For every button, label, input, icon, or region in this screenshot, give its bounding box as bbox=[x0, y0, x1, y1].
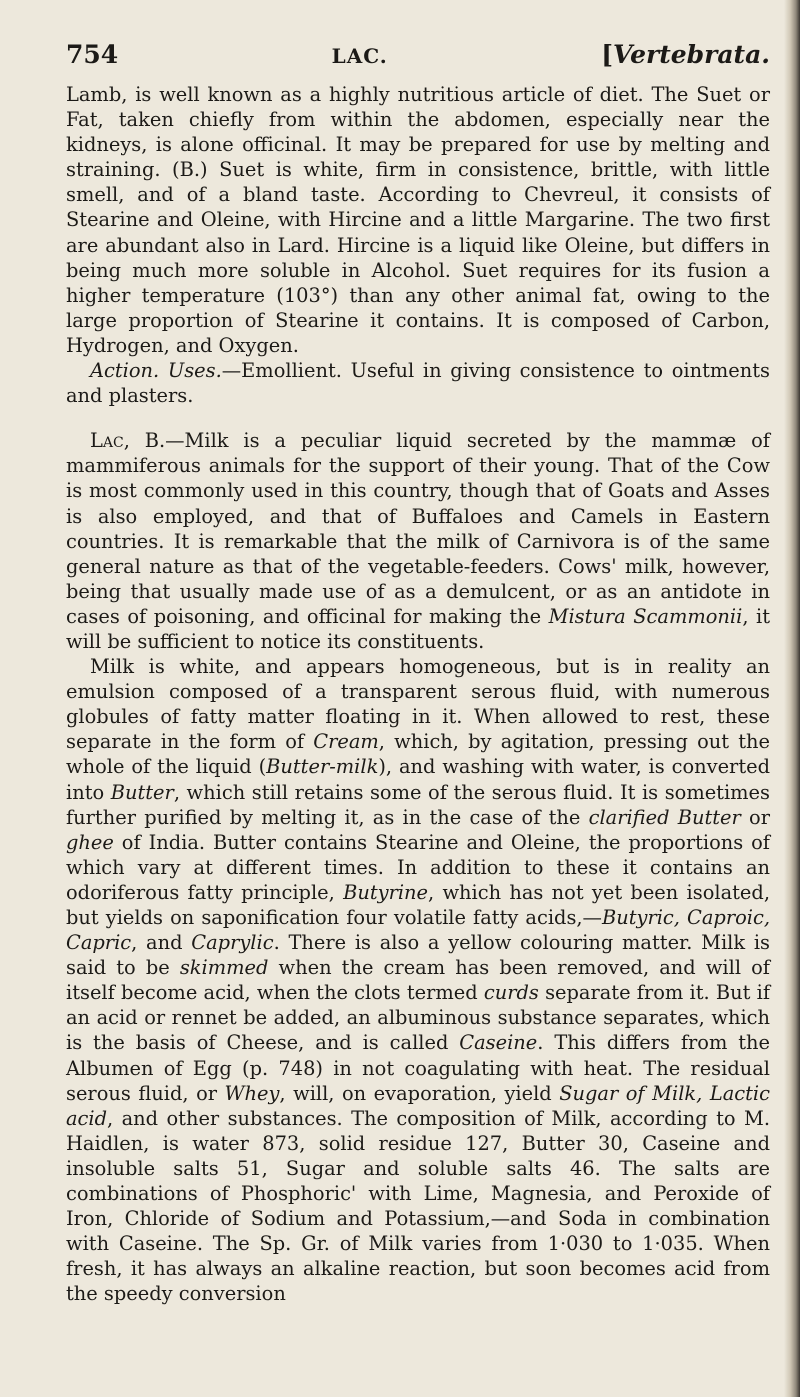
entry-heading-lac: Lac bbox=[90, 429, 124, 453]
action-uses-label: Action. Uses. bbox=[90, 359, 222, 383]
body-text bbox=[66, 82, 770, 1307]
running-head: LAC. bbox=[331, 44, 388, 68]
paragraph-milk-composition: Milk is white, and appears homogeneous, but is in reality an emulsion composed of a transparent serous fluid, with numerous globules of fatty matter floating in it. When allowed to rest, these separate in the form of Cream, which, by agitation, pressing out the whole of the liquid (Butter-milk), and washing with water, is converted into Butter, which still retains some of the serous fluid. It is sometimes further purified by melting it, as in the case of the clarified Butter or ghee of India. Butter contains Stearine and Oleine, the proportions of which vary at different times. In addition to these it contains an odoriferous fatty principle, Butyrine, which has not yet been isolated, but yields on saponification four volatile fatty acids,—Butyric, Caproic, Capric, and Caprylic. There is also a yellow colouring matter. Milk is said to be skimmed when the cream has been removed, and will of itself become acid, when the clots termed curds separate from it. But if an acid or rennet be added, an albuminous substance separates, which is the basis of Cheese, and is called Caseine. This differs from the Albumen of Egg (p. 748) in not coagulating with heat. The residual serous fluid, or Whey, will, on evaporation, yield Sugar of Milk, Lactic acid, and other substances. The composition of Milk, according to M. Haidlen, is water 873, solid residue 127, Butter 30, Caseine and insoluble salts 51, Sugar and soluble salts 46. The salts are combinations of Phosphoric' with Lime, Magnesia, and Peroxide of Iron, Chloride of Sodium and Potassium,—and Soda in combination with Caseine. The Sp. Gr. of Milk varies from 1·030 to 1·035. When fresh, it has always an alkaline reaction, but soon becomes acid from the speedy conversion bbox=[66, 655, 771, 1306]
page-number: 754 bbox=[66, 40, 119, 69]
section-name: Vertebrata. bbox=[613, 40, 770, 69]
section-title bbox=[601, 40, 770, 69]
paragraph-action-uses: Action. Uses.—Emollient. Useful in giving consistence to ointments and plasters. bbox=[66, 359, 770, 408]
page-header bbox=[66, 40, 770, 82]
paragraph-lac-entry: Lac, B.—Milk is a peculiar liquid secreted by the mammæ of mammiferous animals for the support of their young. That of the Cow is most commonly used in this country, though that of Goats and Asses is also employed, and that of Buffaloes and Camels in Eastern countries. It is remarkable that the milk of Carnivora is of the same general nature as that of the vegetable-feeders. Cows' milk, however, being that usually made use of as a demulcent, or as an antidote in cases of poisoning, and officinal for making the Mistura Scammonii, it will be sufficient to notice its constituents. bbox=[66, 429, 770, 653]
page-edge-shadow bbox=[784, 0, 800, 1397]
section-bracket: [ bbox=[601, 40, 614, 69]
paragraph-suet: Lamb, is well known as a highly nutritious article of diet. The Suet or Fat, taken chiefly from within the abdomen, especially near the kidneys, is alone officinal. It may be prepared for use by melting and straining. (B.) Suet is white, firm in consistence, brittle, with little smell, and of a bland taste. According to Chevreul, it consists of Stearine and Oleine, with Hircine and a little Margarine. The two first are abundant also in Lard. Hircine is a liquid like Oleine, but differs in being much more soluble in Alcohol. Suet requires for its fusion a higher temperature (103°) than any other animal fat, owing to the large proportion of Stearine it contains. It is composed of Carbon, Hydrogen, and Oxygen. bbox=[66, 83, 770, 357]
book-page bbox=[66, 40, 770, 1307]
